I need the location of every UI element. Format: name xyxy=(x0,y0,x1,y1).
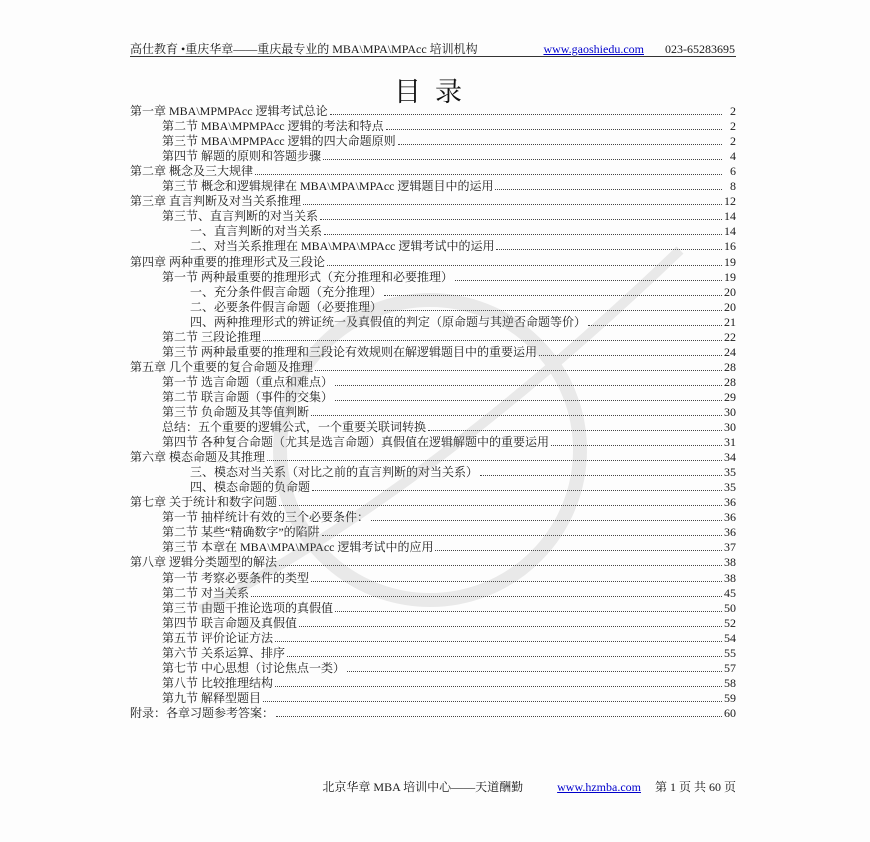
toc-entry[interactable] xyxy=(130,675,736,690)
toc-page-number: 29 xyxy=(724,389,736,404)
toc-page-number: 19 xyxy=(724,269,736,284)
toc-entry[interactable] xyxy=(130,178,736,193)
toc-leader-dots xyxy=(311,581,722,582)
toc-page-number: 54 xyxy=(724,630,736,645)
toc-leader-dots xyxy=(330,114,722,115)
toc-entry[interactable] xyxy=(130,419,736,434)
toc-leader-dots xyxy=(299,626,722,627)
page-header xyxy=(130,40,735,57)
toc-page-number: 52 xyxy=(724,615,736,630)
toc-entry-label: 第九节 解释型题目 xyxy=(162,690,262,705)
toc-leader-dots xyxy=(303,204,722,205)
toc-entry[interactable] xyxy=(130,615,736,630)
toc-entry-label: 附录：各章习题参考答案： xyxy=(130,705,275,720)
toc-entry-label: 总结：五个重要的逻辑公式，一个重要关联词转换 xyxy=(162,420,427,435)
toc-leader-dots xyxy=(312,490,722,491)
page-footer xyxy=(270,778,736,795)
toc-entry-label: 三、模态对当关系（对比之前的直言判断的对当关系） xyxy=(190,465,479,480)
toc-entry[interactable] xyxy=(130,554,736,569)
toc-leader-dots xyxy=(327,265,722,266)
toc-leader-dots xyxy=(263,340,722,341)
toc-leader-dots xyxy=(275,641,722,642)
toc-entry[interactable] xyxy=(130,389,736,404)
toc-entry[interactable] xyxy=(130,269,736,284)
toc-page-number: 36 xyxy=(724,510,736,525)
toc-page-number: 2 xyxy=(730,119,736,134)
toc-page-number: 35 xyxy=(724,465,736,480)
toc-page-number: 55 xyxy=(724,645,736,660)
toc-entry-label: 第六章 模态命题及其推理 xyxy=(130,450,266,465)
toc-entry-label: 第三节 负命题及其等值判断 xyxy=(162,404,310,419)
toc-leader-dots xyxy=(275,686,722,687)
toc-page-number: 35 xyxy=(724,480,736,495)
toc-page-number: 58 xyxy=(724,675,736,690)
toc-entry[interactable] xyxy=(130,284,736,299)
toc-entry[interactable] xyxy=(130,404,736,419)
toc-page-number: 37 xyxy=(724,540,736,555)
toc-entry[interactable] xyxy=(130,464,736,479)
toc-leader-dots xyxy=(495,189,722,190)
footer-text: 北京华章 MBA 培训中心——天道酬勤 xyxy=(322,780,524,794)
toc-leader-dots xyxy=(263,701,722,702)
toc-entry-label: 第三节 本章在 MBA\MPA\MPAcc 逻辑考试中的应用 xyxy=(162,540,434,555)
toc-entry-label: 第八章 逻辑分类题型的解法 xyxy=(130,555,278,570)
toc-entry-label: 第六节 关系运算、排序 xyxy=(162,645,286,660)
toc-page-number: 20 xyxy=(724,299,736,314)
toc-leader-dots xyxy=(588,325,722,326)
toc-page-number: 16 xyxy=(724,239,736,254)
toc-entry[interactable] xyxy=(130,569,736,584)
toc-leader-dots xyxy=(267,460,722,461)
header-text: 高仕教育 •重庆华章——重庆最专业的 MBA\MPA\MPAcc 培训机构 xyxy=(130,42,478,56)
toc-page-number: 20 xyxy=(724,284,736,299)
toc-page-number: 19 xyxy=(724,254,736,269)
toc-page-number: 36 xyxy=(724,525,736,540)
toc-page-number: 38 xyxy=(724,555,736,570)
toc-page-number: 4 xyxy=(730,149,736,164)
toc-entry-label: 第三节 MBA\MPMPAcc 逻辑的四大命题原则 xyxy=(162,134,396,149)
toc-page-number: 8 xyxy=(730,179,736,194)
toc-page-number: 36 xyxy=(724,495,736,510)
toc-entry-label: 第七章 关于统计和数字问题 xyxy=(130,495,278,510)
page-title: 目录 xyxy=(394,77,476,108)
toc-page-number: 28 xyxy=(724,359,736,374)
toc-leader-dots xyxy=(384,310,722,311)
toc-page-number: 30 xyxy=(724,420,736,435)
toc-entry[interactable] xyxy=(130,645,736,660)
toc-entry[interactable] xyxy=(130,193,736,208)
toc-entry[interactable] xyxy=(130,253,736,268)
toc-entry[interactable] xyxy=(130,630,736,645)
toc-entry[interactable] xyxy=(130,314,736,329)
toc-entry-label: 第一章 MBA\MPMPAcc 逻辑考试总论 xyxy=(130,104,328,119)
toc-leader-dots xyxy=(347,671,722,672)
toc-leader-dots xyxy=(322,535,722,536)
toc-page-number: 21 xyxy=(724,314,736,329)
toc-entry-label: 二、对当关系推理在 MBA\MPA\MPAcc 逻辑考试中的运用 xyxy=(190,239,495,254)
toc-leader-dots xyxy=(539,355,722,356)
toc-entry[interactable] xyxy=(130,133,736,148)
toc-entry[interactable] xyxy=(130,479,736,494)
toc-leader-dots xyxy=(279,505,722,506)
toc-entry-label: 第三节 由题干推论选项的真假值 xyxy=(162,600,334,615)
toc-entry[interactable] xyxy=(130,329,736,344)
toc-leader-dots xyxy=(255,174,722,175)
toc-leader-dots xyxy=(371,520,722,521)
toc-leader-dots xyxy=(335,611,722,612)
toc-entry[interactable] xyxy=(130,299,736,314)
toc-entry-label: 第七节 中心思想（讨论焦点一类） xyxy=(162,660,346,675)
toc-leader-dots xyxy=(480,475,722,476)
toc-page-number: 12 xyxy=(724,194,736,209)
toc-entry-label: 第四节 联言命题及真假值 xyxy=(162,615,298,630)
toc-page-number: 22 xyxy=(724,329,736,344)
toc-page-number: 50 xyxy=(724,600,736,615)
toc-leader-dots xyxy=(315,370,722,371)
toc-page-number: 14 xyxy=(724,209,736,224)
toc-entry-label: 第一节 考察必要条件的类型 xyxy=(162,570,310,585)
toc-leader-dots xyxy=(311,415,722,416)
toc-leader-dots xyxy=(251,596,722,597)
toc-entry-label: 第三节 概念和逻辑规律在 MBA\MPA\MPAcc 逻辑题目中的运用 xyxy=(162,179,494,194)
header-phone: 023-65283695 xyxy=(665,42,735,56)
toc-entry-label: 一、充分条件假言命题（充分推理） xyxy=(190,284,383,299)
toc-page-number: 38 xyxy=(724,570,736,585)
toc-entry-label: 第五章 几个重要的复合命题及推理 xyxy=(130,359,314,374)
toc-page-number: 57 xyxy=(724,660,736,675)
toc-leader-dots xyxy=(428,430,722,431)
toc-entry-label: 四、模态命题的负命题 xyxy=(190,480,311,495)
toc-entry-label: 第三节、直言判断的对当关系 xyxy=(162,209,319,224)
toc-entry-label: 第四章 两种重要的推理形式及三段论 xyxy=(130,254,326,269)
toc-page-number: 14 xyxy=(724,224,736,239)
toc-entry[interactable] xyxy=(130,449,736,464)
toc-entry[interactable] xyxy=(130,223,736,238)
toc-entry[interactable] xyxy=(130,660,736,675)
toc-leader-dots xyxy=(435,550,722,551)
toc-entry[interactable] xyxy=(130,690,736,705)
footer-url-link[interactable]: www.hzmba.com xyxy=(557,780,641,794)
toc-entry-label: 第一节 两种最重要的推理形式（充分推理和必要推理） xyxy=(162,269,454,284)
toc-page-number: 24 xyxy=(724,344,736,359)
toc-entry[interactable] xyxy=(130,524,736,539)
toc-leader-dots xyxy=(276,716,722,717)
header-divider xyxy=(130,56,736,57)
toc-entry-label: 第一节 选言命题（重点和难点） xyxy=(162,374,334,389)
toc-leader-dots xyxy=(455,280,722,281)
header-url-link[interactable]: www.gaoshiedu.com xyxy=(543,42,644,56)
toc-entry[interactable] xyxy=(130,374,736,389)
toc-entry[interactable] xyxy=(130,539,736,554)
toc-page-number: 2 xyxy=(730,134,736,149)
toc-entry[interactable] xyxy=(130,600,736,615)
footer-page-info: 第 1 页 共 60 页 xyxy=(654,780,736,794)
toc-entry[interactable] xyxy=(130,148,736,163)
toc-entry[interactable] xyxy=(130,434,736,449)
toc-leader-dots xyxy=(324,234,722,235)
toc-entry[interactable] xyxy=(130,118,736,133)
toc-entry-label: 第八节 比较推理结构 xyxy=(162,675,274,690)
toc-entry-label: 第二节 联言命题（事件的交集） xyxy=(162,389,334,404)
toc-entry-label: 第二章 概念及三大规律 xyxy=(130,164,254,179)
toc-entry-label: 第二节 MBA\MPMPAcc 逻辑的考法和特点 xyxy=(162,119,384,134)
toc-entry[interactable] xyxy=(130,494,736,509)
toc-page-number: 30 xyxy=(724,404,736,419)
toc-entry-label: 第一节 抽样统计有效的三个必要条件： xyxy=(162,510,370,525)
toc-entry[interactable] xyxy=(130,163,736,178)
toc-entry-label: 一、直言判断的对当关系 xyxy=(190,224,323,239)
toc-leader-dots xyxy=(551,445,722,446)
toc-page-number: 60 xyxy=(724,705,736,720)
toc-entry[interactable] xyxy=(130,103,736,118)
toc-entry-label: 第三章 直言判断及对当关系推理 xyxy=(130,194,302,209)
toc-page-number: 31 xyxy=(724,435,736,450)
toc-entry-label: 四、两种推理形式的辨证统一及真假值的判定（原命题与其逆否命题等价） xyxy=(190,314,587,329)
toc-entry-label: 第五节 评价论证方法 xyxy=(162,630,274,645)
toc-leader-dots xyxy=(320,219,722,220)
toc-leader-dots xyxy=(279,565,722,566)
toc-leader-dots xyxy=(384,295,722,296)
toc-page-number: 45 xyxy=(724,585,736,600)
toc-entry[interactable] xyxy=(130,585,736,600)
toc-page-number: 6 xyxy=(730,164,736,179)
toc-entry[interactable] xyxy=(130,344,736,359)
toc-entry-label: 第三节 两种最重要的推理和三段论有效规则在解逻辑题目中的重要运用 xyxy=(162,344,538,359)
toc-entry-label: 第二节 三段论推理 xyxy=(162,329,262,344)
toc-leader-dots xyxy=(496,249,722,250)
toc-entry-label: 二、必要条件假言命题（必要推理） xyxy=(190,299,383,314)
toc-entry-label: 第四节 解题的原则和答题步骤 xyxy=(162,149,322,164)
toc-leader-dots xyxy=(335,385,722,386)
toc-entry[interactable] xyxy=(130,208,736,223)
toc-entry[interactable] xyxy=(130,509,736,524)
toc-leader-dots xyxy=(386,129,722,130)
toc-entry[interactable] xyxy=(130,359,736,374)
toc-page-number: 34 xyxy=(724,450,736,465)
toc-leader-dots xyxy=(335,400,722,401)
toc-entry[interactable] xyxy=(130,705,736,720)
toc-entry-label: 第四节 各种复合命题（尤其是选言命题）真假值在逻辑解题中的重要运用 xyxy=(162,435,550,450)
table-of-contents xyxy=(130,103,736,720)
toc-page-number: 2 xyxy=(730,104,736,119)
toc-page-number: 28 xyxy=(724,374,736,389)
toc-leader-dots xyxy=(323,159,722,160)
toc-page-number: 59 xyxy=(724,690,736,705)
toc-leader-dots xyxy=(287,656,722,657)
toc-entry[interactable] xyxy=(130,238,736,253)
toc-entry-label: 第二节 某些“精确数字”的陷阱 xyxy=(162,525,320,540)
toc-leader-dots xyxy=(398,144,722,145)
toc-entry-label: 第二节 对当关系 xyxy=(162,585,250,600)
